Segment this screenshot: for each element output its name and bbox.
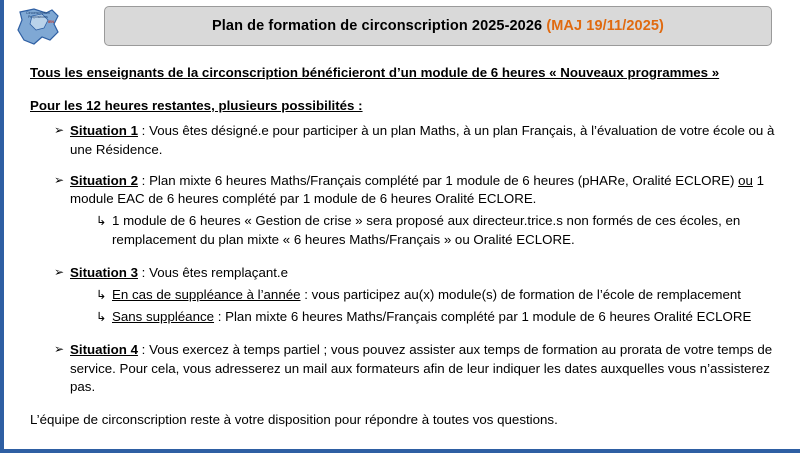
page-title xyxy=(212,18,664,34)
situation-label: Situation 3 xyxy=(70,265,138,280)
situation-label: Situation 1 xyxy=(70,122,138,138)
arrow-bullet-icon: ➢ xyxy=(54,265,65,279)
situation-text-part1: Plan mixte 6 heures Maths/Français complété par 1 module de 6 heures (pHARe, Oralité ECLORE) xyxy=(149,172,739,188)
situation-text-ou: ou xyxy=(738,172,753,188)
situation-sub-body xyxy=(112,286,780,305)
situation-label: Situation 2 xyxy=(70,172,138,188)
situation-text: Vous êtes désigné.e pour participer à un plan Maths, à un plan Français, à l’évaluation de votre école ou à une Résidence. xyxy=(70,122,775,157)
page-accent-bar-bottom xyxy=(0,449,800,453)
situation-body xyxy=(70,264,780,327)
lead-paragraph: Tous les enseignants de la circonscription bénéficieront d’un module de 6 heures « Nouveaux programmes » xyxy=(30,65,720,80)
situation-body xyxy=(70,172,780,251)
situation-sub-item xyxy=(70,212,780,250)
arrow-bullet-icon: ➢ xyxy=(54,122,65,137)
situation-item xyxy=(30,172,780,251)
situation-separator: : xyxy=(137,122,150,138)
document-header xyxy=(0,0,800,46)
hook-bullet-icon: ↳ xyxy=(96,214,107,229)
arrow-bullet-icon: ➢ xyxy=(54,341,65,356)
hook-bullet-icon: ↳ xyxy=(96,287,107,302)
situation-sub-item xyxy=(70,308,780,327)
title-update-date: (MAJ 19/11/2025) xyxy=(546,18,664,34)
svg-text:Propositions: Propositions xyxy=(28,15,48,19)
svg-text:IEN: IEN xyxy=(48,20,54,24)
situation-sub-text: 1 module de 6 heures « Gestion de crise » sera proposé aux directeur.trice.s non formés de ces écoles, en remplacement du plan mixte « 6 heures Maths/Français » ou Oralité ECLORE. xyxy=(112,213,741,248)
situation-separator: : xyxy=(137,265,150,280)
situation-body xyxy=(70,341,780,398)
sub-underlined-label: En cas de suppléance à l’année xyxy=(112,286,301,302)
document-body xyxy=(0,46,800,430)
sub-underlined-label: Sans suppléance xyxy=(112,308,215,324)
situation-text: Vous exercez à temps partiel ; vous pouvez assister aux temps de formation au prorata de votre temps de service. Pour cela, vous adresserez un mail aux formateurs afin de leur indiquer les dates auxquelles vous n’assisterez pas. xyxy=(70,341,773,395)
hook-bullet-icon: ↳ xyxy=(96,309,107,324)
svg-text:Circonscription: Circonscription xyxy=(26,11,50,15)
situation-body xyxy=(70,122,780,160)
situation-separator: : xyxy=(137,172,150,188)
situation-separator: : xyxy=(137,341,150,357)
closing-paragraph: L’équipe de circonscription reste à votre disposition pour répondre à toutes vos questions. xyxy=(30,412,558,428)
sub-text: : vous participez au(x) module(s) de formation de l’école de remplacement xyxy=(300,286,741,302)
arrow-bullet-icon: ➢ xyxy=(54,172,65,187)
page-accent-bar-left xyxy=(0,0,4,453)
situation-sub-item xyxy=(70,286,780,305)
remaining-hours-intro: Pour les 12 heures restantes, plusieurs possibilités : xyxy=(30,97,363,113)
document-title-box xyxy=(104,6,772,46)
situation-item xyxy=(30,341,780,398)
situation-text-part2: 1 module EAC de 6 heures complété par 1 module de 6 heures Oralité ECLORE. xyxy=(70,172,764,207)
situation-item xyxy=(30,122,780,160)
situation-item xyxy=(30,264,780,327)
situation-sub-body xyxy=(112,308,780,327)
title-main-text: Plan de formation de circonscription 2025-2026 xyxy=(212,18,543,34)
sub-text: : Plan mixte 6 heures Maths/Français complété par 1 module de 6 heures Oralité ECLORE xyxy=(214,308,752,324)
situation-text: Vous êtes remplaçant.e xyxy=(149,265,289,280)
circonscription-logo xyxy=(12,6,84,48)
situation-label: Situation 4 xyxy=(70,341,138,357)
